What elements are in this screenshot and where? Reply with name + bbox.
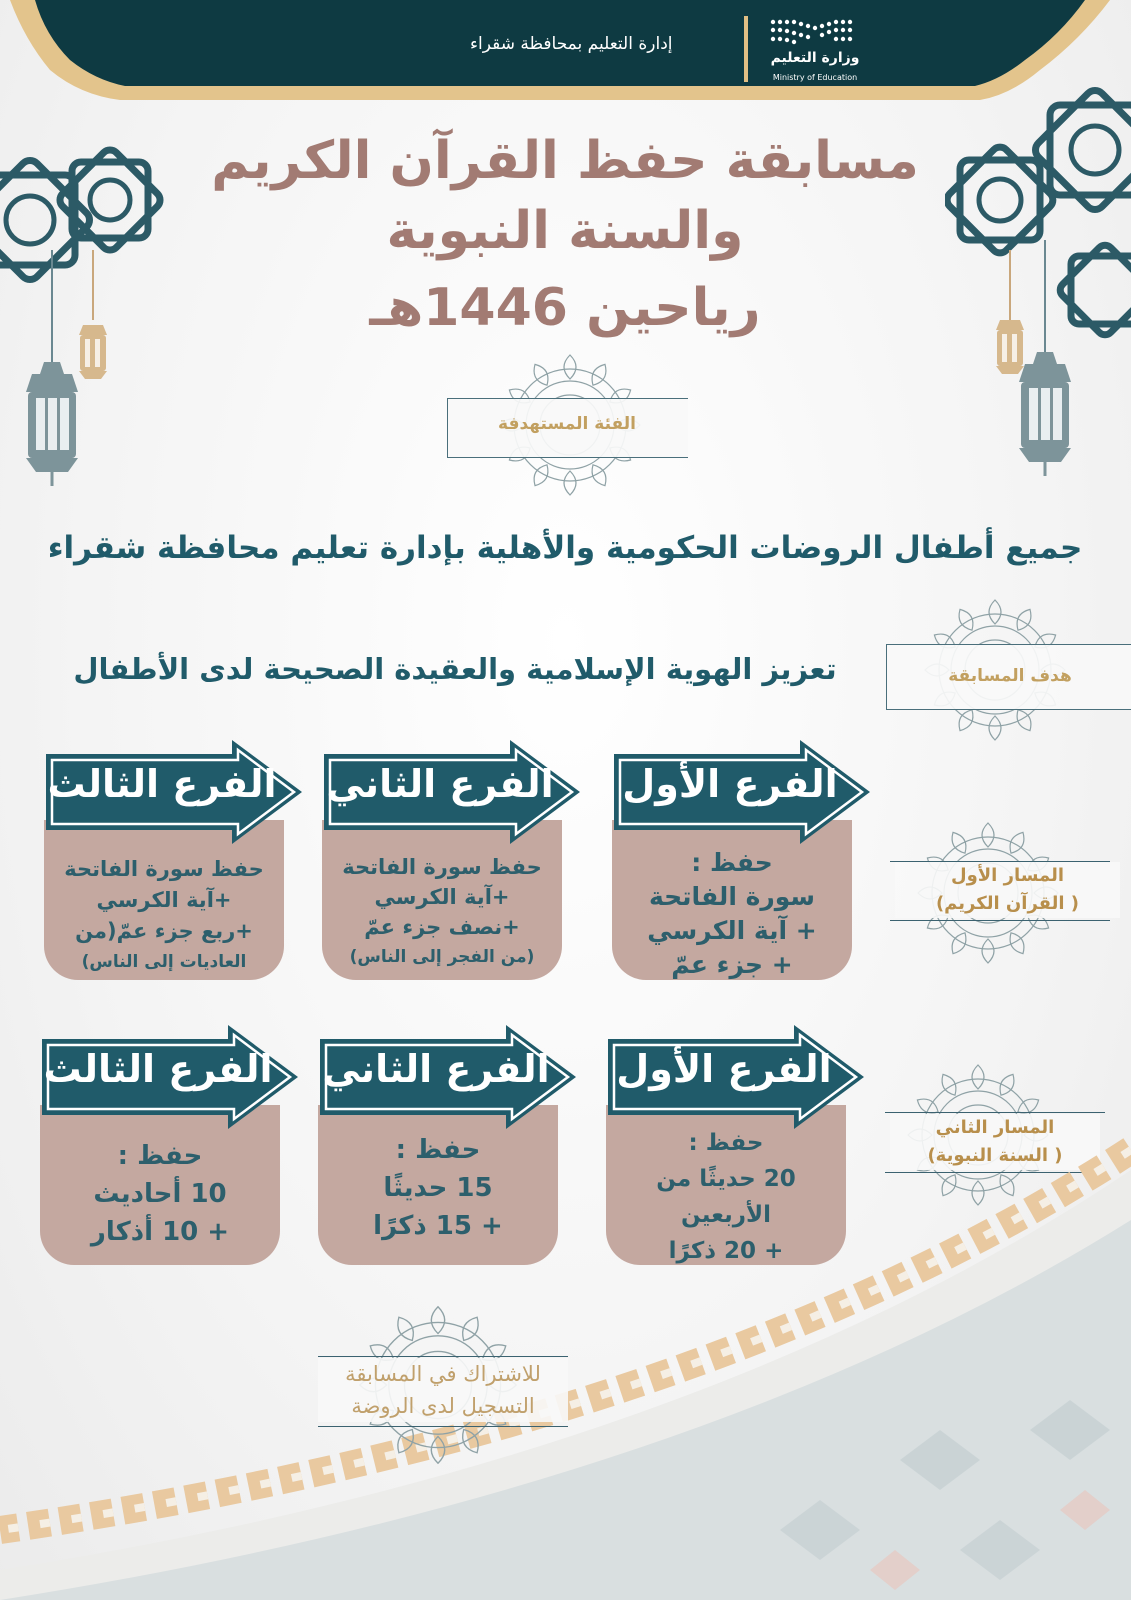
target-label: الفئة المستهدفة (498, 414, 636, 434)
branch-line: الأربعين (681, 1202, 771, 1228)
logo-arabic-text: وزارة التعليم (770, 50, 860, 66)
lantern-icon (26, 362, 78, 486)
branch-line: حفظ سورة الفاتحة (64, 857, 264, 881)
signup-top-line (318, 1356, 568, 1357)
track2-subtitle: ( السنة النبوية) (927, 1145, 1063, 1166)
logo-divider (744, 16, 748, 82)
branch-line: +ربع جزء عمّ(من (75, 919, 253, 943)
branch-line: حفظ : (117, 1141, 203, 1171)
branch-line: حفظ : (395, 1135, 481, 1165)
lantern-icon (1019, 352, 1071, 476)
branch-details (326, 852, 558, 972)
branch-details (44, 1137, 276, 1251)
title-line-1: مسابقة حفظ القرآن الكريم (211, 131, 919, 191)
branch-line: + جزء عمّ (671, 950, 793, 979)
track1-bottom-line (890, 920, 1110, 921)
branch-line: + 15 ذكرًا (373, 1211, 503, 1241)
logo-dots-icon (765, 14, 865, 48)
branch-line: + آية الكرسي (647, 916, 817, 945)
branch-details (322, 1131, 554, 1245)
branch-line: حفظ : (691, 848, 773, 877)
branch-line: +نصف جزء عمّ (364, 915, 520, 939)
goal-label: هدف المسابقة (948, 666, 1072, 686)
branch-line: حفظ : (688, 1130, 764, 1156)
logo-english-text: Ministry of Education (772, 73, 858, 82)
small-lantern-icon (79, 325, 107, 379)
branch-details (48, 854, 280, 978)
branch-details (616, 846, 848, 982)
track1-title: المسار الأول (950, 865, 1065, 886)
branch-details (610, 1125, 842, 1269)
title-line-3: رياحين 1446هـ (369, 278, 761, 338)
branch-title: الفرع الثالث (43, 1047, 273, 1091)
branch-line: حفظ سورة الفاتحة (342, 855, 542, 879)
branch-line: (من الفجر إلى الناس) (349, 947, 535, 967)
track1-label (895, 862, 1120, 918)
branch-line: +آية الكرسي (96, 888, 232, 912)
branch-line: +آية الكرسي (374, 885, 510, 909)
goal-text: تعزيز الهوية الإسلامية والعقيدة الصحيحة لدى الأطفال (73, 652, 837, 686)
branch-line: العاديات إلى الناس) (81, 952, 247, 972)
branch-line: 15 حديثًا (383, 1173, 493, 1203)
track2-top-line (885, 1112, 1105, 1113)
branch-line: 10 أحاديث (93, 1179, 227, 1209)
signup-line-2: التسجيل لدى الروضة (351, 1394, 535, 1418)
signup-line-1: للاشتراك في المسابقة (345, 1362, 541, 1386)
title-line-2: والسنة النبوية (386, 201, 744, 261)
branch-title: الفرع الأول (622, 762, 838, 806)
signup-info (318, 1358, 568, 1422)
track1-subtitle: ( القرآن الكريم) (935, 893, 1080, 914)
branch-title: الفرع الأول (616, 1047, 832, 1091)
branch-line: + 20 ذكرًا (668, 1238, 784, 1264)
branch-title: الفرع الثالث (47, 762, 277, 806)
target-text: جميع أطفال الروضات الحكومية والأهلية بإدارة تعليم محافظة شقراء (47, 530, 1083, 566)
ministry-logo (765, 14, 865, 84)
branch-title: الفرع الثاني (322, 1047, 550, 1091)
signup-bottom-line (318, 1426, 568, 1427)
department-name: إدارة التعليم بمحافظة شقراء (470, 34, 673, 54)
branch-line: 20 حديثًا من (656, 1166, 796, 1192)
branch-line: + 10 أذكار (90, 1217, 230, 1247)
branch-line: سورة الفاتحة (648, 882, 815, 911)
branch-title: الفرع الثاني (326, 762, 554, 806)
track2-title: المسار الثاني (935, 1117, 1055, 1138)
small-lantern-icon (996, 320, 1024, 374)
